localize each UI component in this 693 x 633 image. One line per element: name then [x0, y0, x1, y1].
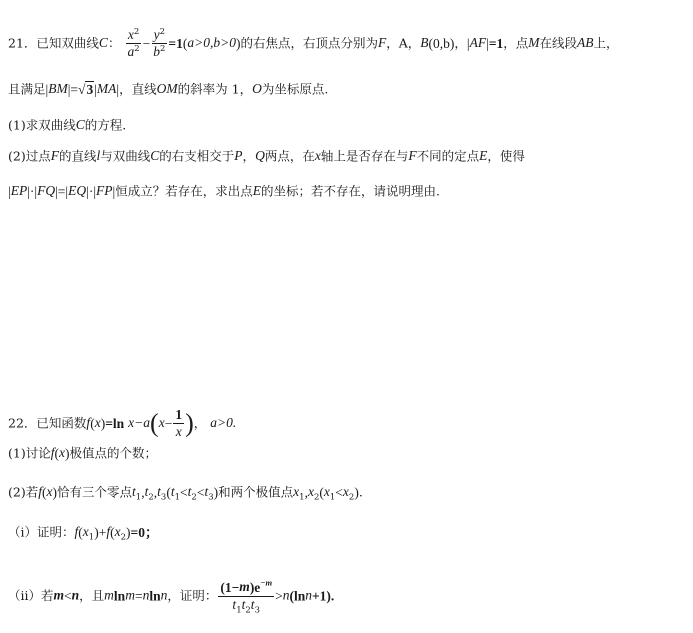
q22-part1: (1)讨论f(x)极值点的个数； — [8, 445, 157, 461]
q22-part2i: （i）证明：$f(x_1)+f(x_2)=0$； — [8, 524, 159, 543]
fraction-proof-expression: $\frac{(1-m)e^{-m}}{t_1t_2t_3}$ — [220, 577, 273, 616]
q21-part2: (2)过点F的直线l与双曲线C的右支相交于P，Q两点，在x轴上是否存在与F不同的定点E，使得 — [8, 148, 525, 164]
q22-part2: (2)若f(x)恰有三个零点$t_1,t_2,t_3(t_1<t_2<t_3)$和两个极值点$x_1,x_2(x_1<x_2)$. — [8, 484, 363, 503]
fraction-one-over-x: $\frac{1}{x}$ — [175, 407, 183, 440]
q22-part2ii: （ii）若m<n，且mlnm=nlnn，证明： $\frac{(1-m)e^{-m}}{t_1t_2t_3}$ >n(lnn+1). — [8, 577, 335, 616]
q21-line2: 且满足|BM|=√3|MA|，直线OM的斜率为 1，O为坐标原点. — [8, 81, 329, 97]
sqrt-3: 3 — [86, 81, 94, 97]
q22-line1: 22．已知函数f(x)=ln x−a(x− $\frac{1}{x}$ )， a>0. — [8, 407, 237, 440]
q21-part2-condition: |EP|·|FQ|=|EQ|·|FP|恒成立？若存在，求出点E的坐标；若不存在，请说明理由. — [8, 183, 440, 199]
q21-line1: 21．已知双曲线C： $\frac{x^2}{a^2}$ − $\frac{y^2}{b^2}$ =1(a>0,b>0)的右焦点，右顶点分别为F，A，B(0,b)，|AF|=1，点M在线段AB上， — [8, 26, 619, 60]
q21-part1: (1)求双曲线C的方程. — [8, 117, 127, 133]
fraction-x2-a2: $\frac{x^2}{a^2}$ — [127, 26, 140, 60]
q22-number: 22． — [8, 415, 37, 431]
fraction-y2-b2: $\frac{y^2}{b^2}$ — [153, 26, 166, 60]
q21-number: 21． — [8, 35, 37, 51]
